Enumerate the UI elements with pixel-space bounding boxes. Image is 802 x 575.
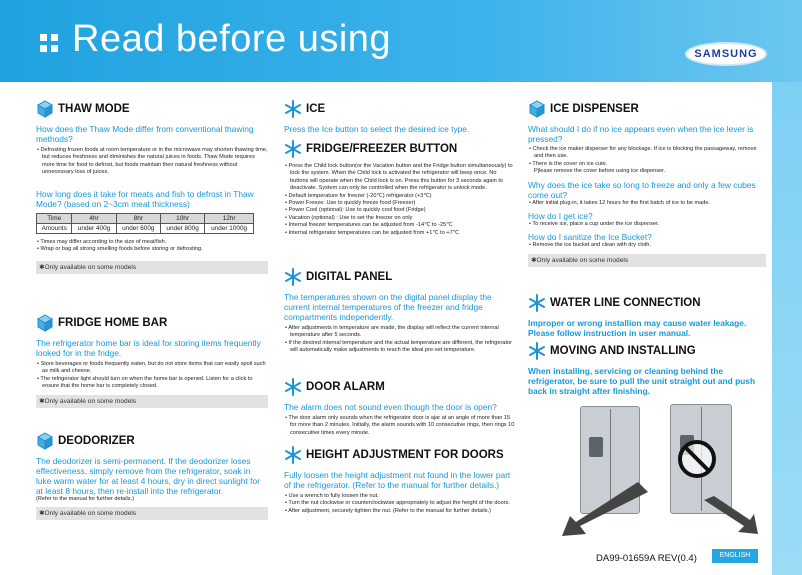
deodorizer-title: DEODORIZER	[58, 435, 135, 447]
tilt-arrow-icon	[700, 496, 760, 536]
ice-cube-icon	[36, 314, 54, 332]
header-banner	[0, 0, 802, 82]
dots-icon	[40, 34, 62, 56]
fridgefreezer-bullet: • Internal freezer temperatures can be adjusted from -14℃ to -25℃	[285, 222, 453, 229]
dispenser-question: How do I get ice?	[528, 211, 593, 222]
digital-section	[284, 268, 516, 355]
table-cell: 12hr	[205, 213, 254, 223]
moving-title: MOVING AND INSTALLING	[550, 345, 696, 357]
snowflake-icon	[284, 446, 302, 464]
ice-cube-icon	[36, 100, 54, 118]
fridgefreezer-section	[284, 140, 516, 237]
homebar-bullet: • The refrigerator light should turn on when the home bar is opened. Listen for a click to ensure that the home bar is completely closed.	[37, 375, 253, 390]
digital-bullet: • After adjustments in temperature are made, the display will reflect the current internal temperature after 5 seconds.	[285, 325, 499, 339]
dispenser-question: How do I sanitize the Ice Bucket?	[528, 232, 652, 243]
table-cell: under 1000g	[205, 223, 254, 233]
height-title: HEIGHT ADJUSTMENT FOR DOORS	[306, 449, 504, 461]
fridgefreezer-bullet: • Default temperature for freezer (-20℃) refrigerator (+3℃)	[285, 192, 432, 199]
model-note: ✱Only available on some models	[36, 395, 268, 408]
thaw-question-2: How long does it take for meats and fish to defrost in Thaw Mode? (based on 2~3cm meat thickness)	[36, 188, 254, 209]
fridgefreezer-title: FRIDGE/FREEZER BUTTON	[306, 143, 458, 155]
homebar-bullet: • Store beverages or foods frequently eaten, but do not store items that can easily spoil such as milk and cheese.	[37, 361, 266, 375]
ice-text: Press the Ice button to select the desired ice type.	[284, 124, 470, 134]
homebar-question: The refrigerator home bar is ideal for storing items frequently looked for in the fridge.	[36, 338, 261, 358]
thaw-title: THAW MODE	[58, 103, 130, 115]
page-title: Read before using	[72, 18, 392, 60]
table-cell: under 400g	[72, 223, 116, 233]
model-note: ✱Only available on some models	[36, 507, 268, 520]
thaw-table	[36, 213, 254, 234]
snowflake-icon	[528, 294, 546, 312]
deodorizer-ref: (Refer to the manual for further details.)	[36, 496, 134, 502]
dispenser-bullet-cont: Pjlease remove the cover before using ice dispenser.	[534, 168, 666, 175]
moving-section	[528, 342, 766, 396]
table-cell: Time	[37, 213, 72, 223]
language-badge: ENGLISH	[712, 549, 758, 563]
dispenser-bullet: • After initial plug-in, it takes 12 hours for the first batch of ice to be made.	[529, 199, 711, 206]
dispenser-bullet: • Remove the ice bucket and clean with dry cloth.	[529, 242, 651, 249]
thaw-bullet: • Times may differ according to the size of meat/fish.	[37, 238, 167, 245]
fridgefreezer-bullet: • Press the Child lock button(or the Vacation button and the Fridge button simultaneously) to lock the system. When the Child lock is activated the refrigerator will beep once. No buttons will operate when the Child lock is on. Press this button for 3 seconds again to deactivate. System can only be controlled when the refrigerator is unlock mode.	[285, 163, 513, 192]
table-cell: 10hr	[160, 213, 204, 223]
alarm-title: DOOR ALARM	[306, 381, 385, 393]
deodorizer-section	[36, 432, 268, 520]
digital-title: DIGITAL PANEL	[306, 271, 393, 283]
homebar-title: FRIDGE HOME BAR	[58, 317, 168, 329]
alarm-question: The alarm does not sound even though the door is open?	[284, 402, 497, 412]
model-note: ✱Only available on some models	[528, 254, 766, 267]
snowflake-icon	[284, 268, 302, 286]
thaw-bullet: • Wrap or bag all strong smelling foods before storing or defrosting.	[37, 246, 203, 253]
snowflake-icon	[284, 100, 302, 118]
dispenser-section	[528, 100, 766, 267]
snowflake-icon	[528, 342, 546, 360]
dispenser-bullet: • To receive ice, place a cup under the ice dispenser.	[529, 221, 660, 228]
fridgefreezer-bullet: • Internal refrigerator temperatures can be adjusted from +1℃ to +7℃	[285, 229, 460, 236]
snowflake-icon	[284, 378, 302, 396]
pull-out-arrow-icon	[560, 480, 650, 540]
ice-cube-icon	[36, 432, 54, 450]
table-cell: 4hr	[72, 213, 116, 223]
digital-text: The temperatures shown on the digital panel display the current internal temperatures of the freezer and fridge compartments independently.	[284, 292, 492, 322]
water-section	[528, 294, 766, 338]
ice-section	[284, 100, 516, 134]
dispenser-question: Why does the ice take so long to freeze and only a few cubes come out?	[528, 179, 756, 200]
height-section	[284, 446, 516, 515]
alarm-bullet: • The door alarm only sounds when the refrigerator door is ajar at an angle of more than 15 for more than 2 minutes. Initially, the alarm sounds with 10 consecutive rings, then rings 10 consecutive times every minute.	[285, 415, 515, 436]
moving-illustration	[560, 400, 770, 540]
dispenser-question: What should I do if no ice appears even when the ice lever is pressed?	[528, 124, 754, 144]
table-cell: 8hr	[116, 213, 160, 223]
model-note: ✱Only available on some models	[36, 261, 268, 274]
decorative-strip	[772, 82, 802, 575]
thaw-section	[36, 100, 268, 274]
alarm-section	[284, 378, 516, 437]
moving-text: When installing, servicing or cleaning behind the refrigerator, be sure to pull the unit straight out and push back in straight after finishing.	[528, 366, 756, 396]
ice-cube-icon	[528, 100, 546, 118]
model-number: DA99-01659A REV(0.4)	[596, 553, 697, 564]
ice-title: ICE	[306, 103, 326, 115]
height-bullet: • Turn the nut clockwise or counterclockwise appropriately to adjust the height of the doors.	[285, 500, 510, 507]
thaw-answer-1: • Defrosting frozen foods at room temperature or in the microwave may shorten thawing time, but reduces freshness and diminishes the natural juices in foods. Thaw Mode requires more time for food to defrost, but foods maintain their natural freshness without unnecessary loss of juices.	[37, 147, 268, 176]
table-cell: under 600g	[116, 223, 160, 233]
homebar-section	[36, 314, 268, 408]
water-text: Improper or wrong installion may cause water leakage. Please follow instruction in user manual.	[528, 318, 747, 338]
height-bullet: • After adjustment, securely tighten the nut. (Refer to the manual for further details.)	[285, 507, 491, 514]
fridgefreezer-bullet: • Power Freeze: Use to quickly freeze food (Freezer)	[285, 200, 416, 207]
dispenser-bullet: • There is the cover on ice cute.	[529, 160, 608, 167]
table-cell: under 800g	[160, 223, 204, 233]
prohibited-icon	[676, 438, 718, 480]
deodorizer-text: The deodorizer is semi-permanent. If the deodorizer loses effectiveness, simply remove from the refrigerator, soak in luke warm water for at least 4 hours, dry in direct sunlight for at least 8 hours, then re-install into the refrigerator.	[36, 456, 260, 496]
snowflake-icon	[284, 140, 302, 158]
thaw-question-1: How does the Thaw Mode differ from conventional thawing methods?	[36, 124, 254, 144]
dispenser-bullet: • Check the ice maker disperser for any blockage. If ice is blocking the passageway, remove and then use.	[529, 146, 757, 160]
samsung-logo: SAMSUNG	[685, 42, 767, 66]
fridgefreezer-bullet: • Power Cool (optional): Use to quickly cool food (Fridge)	[285, 207, 426, 214]
digital-bullet: • If the desired internal temperature and the actual temperature are different, the refrigerator will automatically make adjustments to reach the ideal pre-set temperature.	[285, 339, 512, 354]
height-text: Fully loosen the height adjustment nut found in the lower part of the refrigerator. (Refer to the manual for further details.)	[284, 470, 511, 490]
water-title: WATER LINE CONNECTION	[550, 297, 701, 309]
height-bullet: • Use a wrench to fully loosen the nut.	[285, 493, 379, 499]
dispenser-title: ICE DISPENSER	[550, 103, 639, 115]
table-cell: Amounts	[37, 223, 72, 233]
fridgefreezer-bullet: • Vacation (optional) : Use to set the freezer on only	[285, 214, 413, 221]
